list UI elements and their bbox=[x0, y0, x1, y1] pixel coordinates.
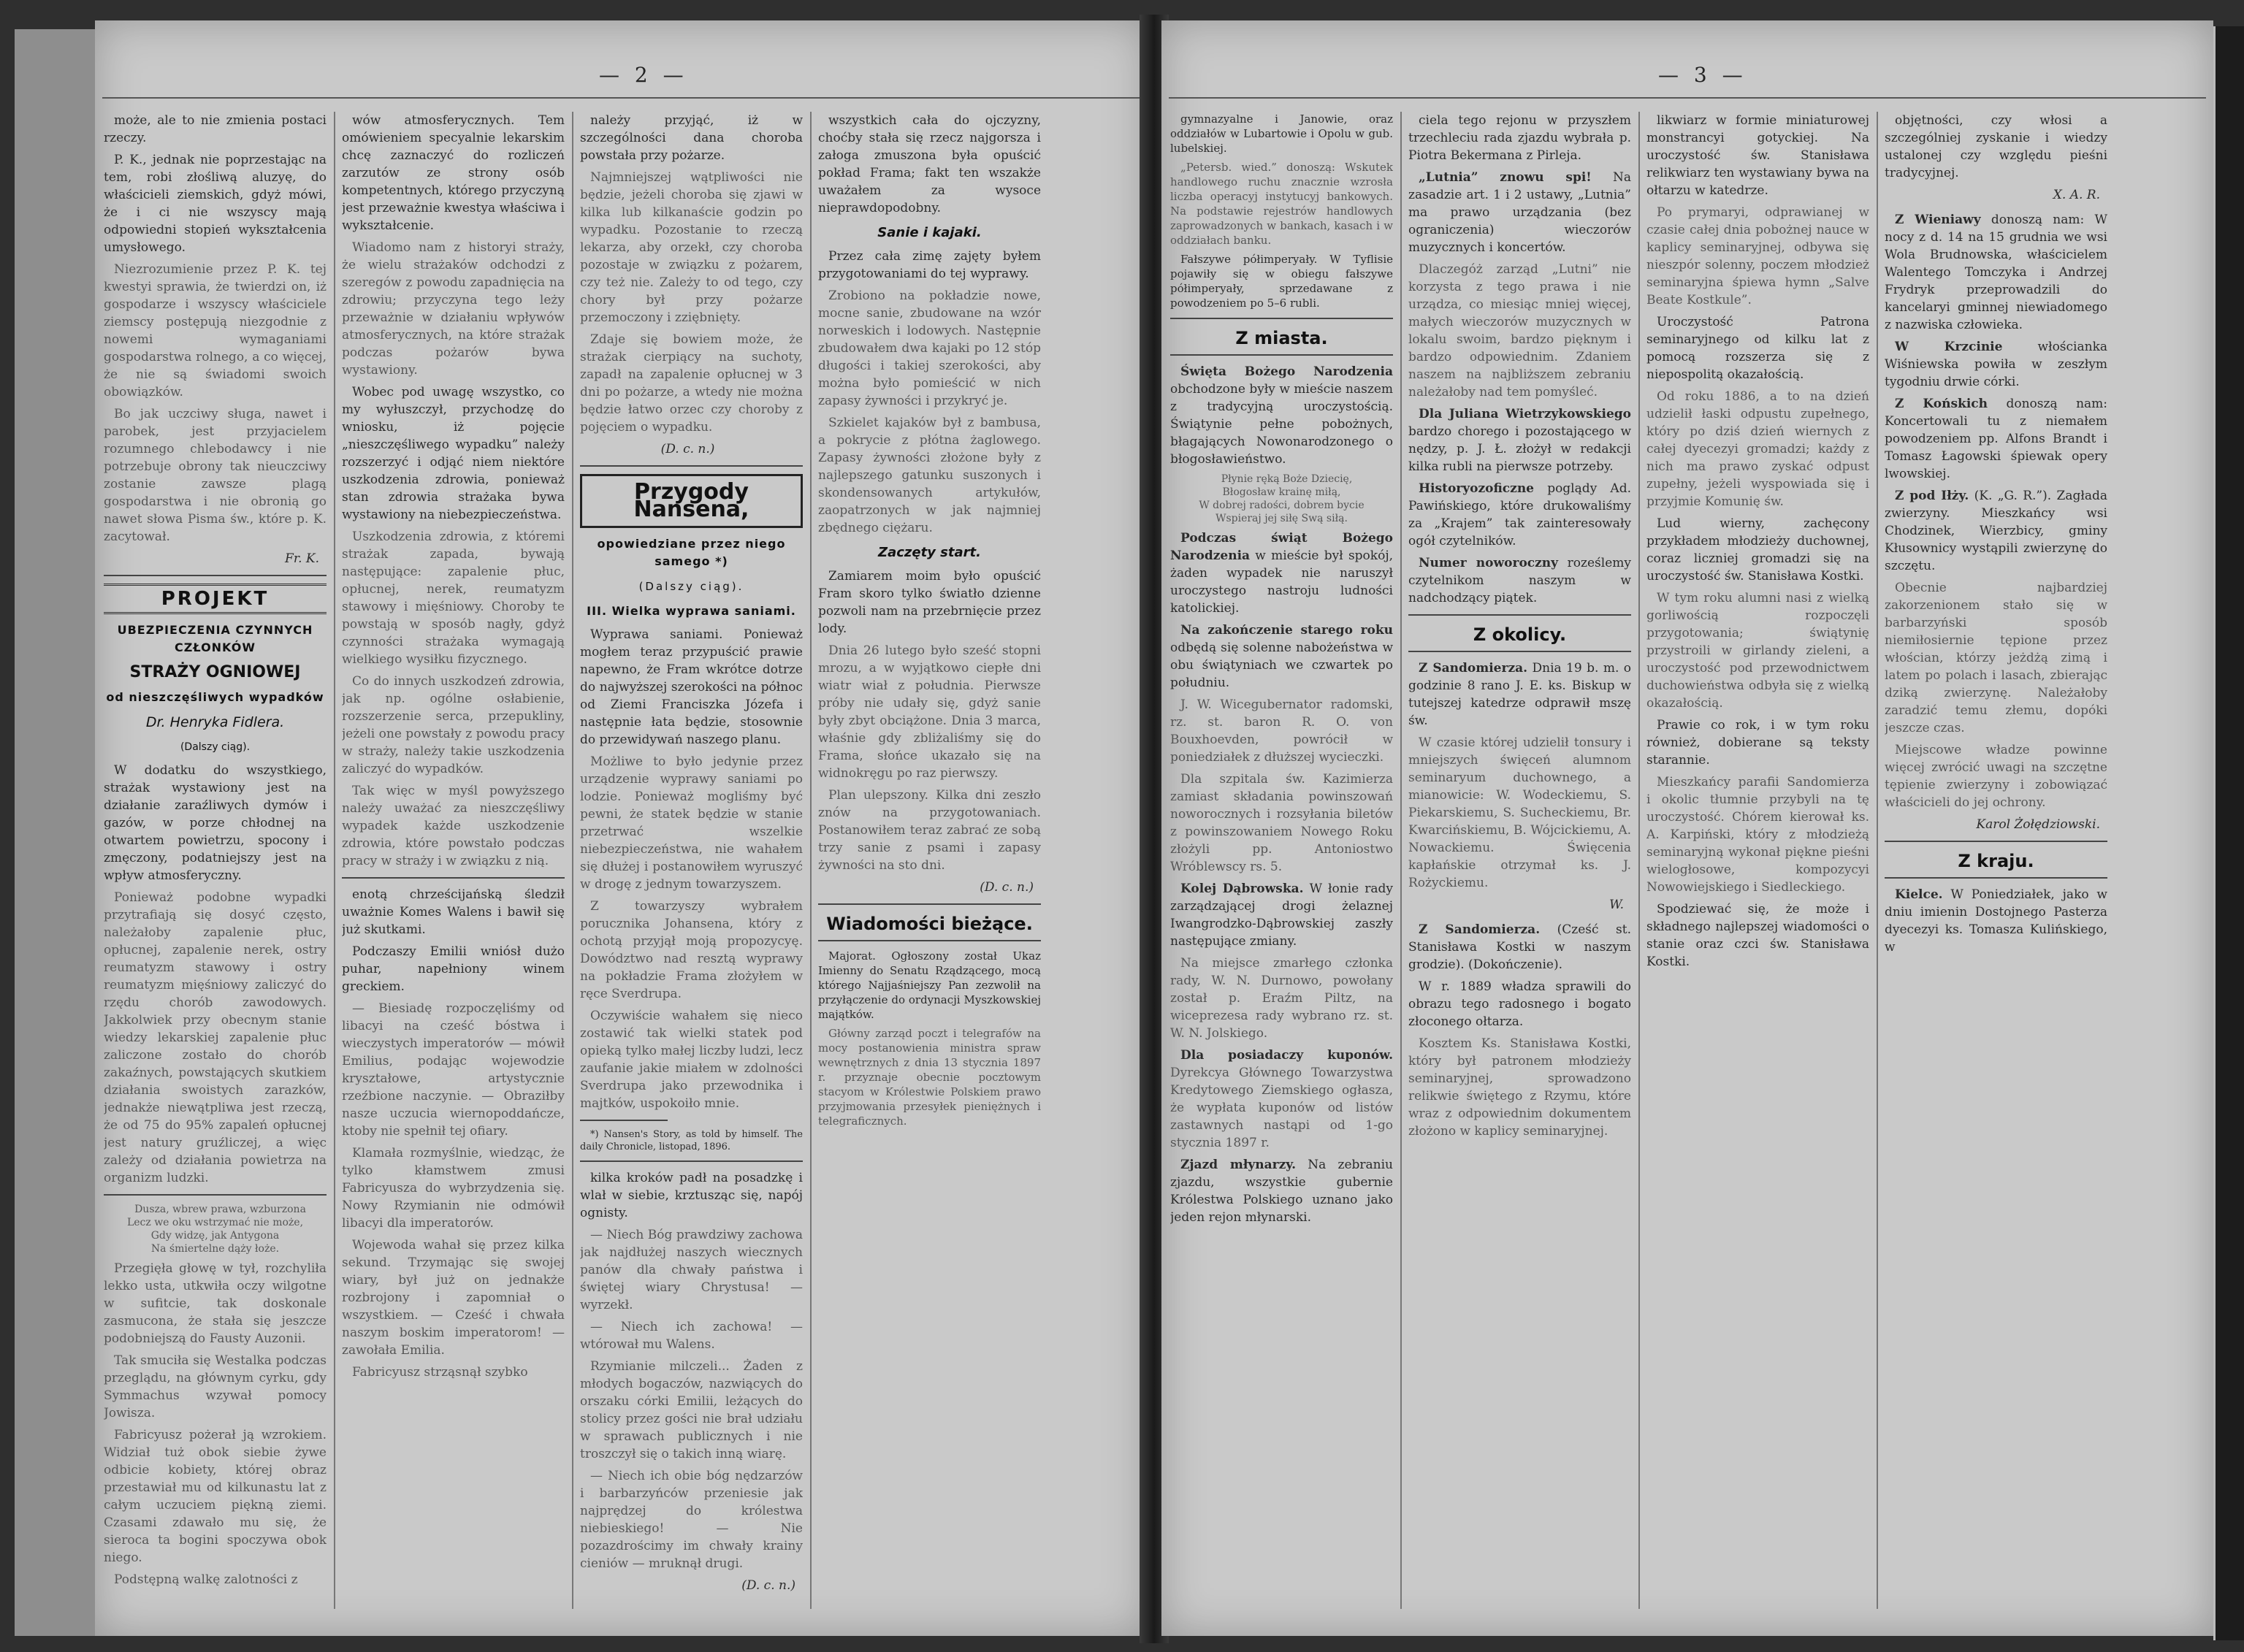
paragraph: Miejscowe władze powinne więcej zwrócić uwagi na szczętne tępienie zwierzyny i zobowiązać właścicieli do jej ochrony. bbox=[1885, 743, 2107, 810]
paragraph: może, ale to nie zmienia postaci rzeczy. bbox=[104, 113, 327, 145]
news-lead: Zjazd młynarzy. bbox=[1180, 1158, 1297, 1172]
news-text: donoszą nam: W nocy z d. 14 na 15 grudnia we wsi Wola Brudnowska, właścicielem Walentego Tomczyka i Andrzej Frydryk przeprowadzili do kancelaryi gminnej niewiadomego z nazwiska człowieka. bbox=[1885, 213, 2107, 332]
column-3 bbox=[1646, 112, 1869, 1616]
paragraph bbox=[1170, 529, 1393, 617]
section-heading: Sanie i kajaki. bbox=[877, 225, 982, 240]
news-lead: Z Sandomierza. bbox=[1419, 661, 1528, 676]
column-rule bbox=[810, 112, 812, 1609]
section-heading: Zaczęty start. bbox=[878, 545, 981, 560]
news-lead: Podczas świąt Bożego Narodzenia bbox=[1170, 531, 1393, 563]
article-subtitle: od nieszczęśliwych wypadków bbox=[106, 690, 324, 704]
paragraph: Na miejsce zmarłego członka rady, W. N. Durnowo, powołany został p. Eraźm Piltz, na wiceprezesa rady wybrano rz. st. W. N. Jolskiego. bbox=[1170, 956, 1393, 1041]
paragraph: Uszkodzenia zdrowia, z któremi strażak zapada, bywają następujące: zapalenie płuc, opłucnej, nerek, reumatyzm stawowy i mięśniowy. Choroby te powstają w sposób nagły, gdyż czynności strażaka wymagają wielkiego wysiłku fizycznego. bbox=[342, 529, 565, 667]
article-title: PROJEKT bbox=[104, 584, 327, 614]
divider bbox=[104, 575, 327, 576]
paragraph: „Petersb. wied.” donoszą: Wskutek handlowego ruchu znacznie wzrosła liczba operacyj instytucyj bankowych. Na podstawie rejestrów handlowych zaprowadzonych w bankach, kasach i w oddziałach banku. bbox=[1170, 161, 1393, 247]
news-lead: Z Sandomierza. bbox=[1419, 922, 1541, 937]
paragraph: Tak więc w myśl powyższego należy uważać za nieszczęśliwy wypadek każde uszkodzenie zdrowia, które powstało podczas pracy w straży i w związku z nią. bbox=[342, 784, 565, 868]
article-subtitle: STRAŻY OGNIOWEJ bbox=[129, 663, 301, 681]
paragraph: Plan ulepszony. Kilka dni zeszło znów na przygotowaniach. Postanowiłem teraz zabrać ze sobą trzy sanie z psami i zapasy żywności na sto dni. bbox=[818, 788, 1041, 873]
divider bbox=[1170, 318, 1393, 319]
paragraph: — Niech Bóg prawdziwy zachowa jak najdłużej naszych wiecznych panów dla chwały państwa i świętej wiary Chrystusa! — wyrzekł. bbox=[580, 1228, 803, 1312]
section-heading: Z kraju. bbox=[1958, 851, 2034, 871]
paragraph bbox=[1408, 554, 1631, 607]
continuation-note: (Dalszy ciąg). bbox=[180, 741, 251, 753]
section-heading: III. Wielka wyprawa saniami. bbox=[587, 604, 796, 618]
divider bbox=[1170, 354, 1393, 356]
paragraph: Zrobiono na pokładzie nowe, mocne sanie, zbudowane na wzór norweskich i lodowych. Następnie zbudowałem dwa kajaki po 12 stóp długości i takiej szerokości, aby można było pomieścić w nich zapasy żywności i przykryć je. bbox=[818, 288, 1041, 408]
news-text: Na zebraniu zjazdu, wszystkie gubernie Królestwa Polskiego uznano jako jeden rejon młynarski. bbox=[1170, 1158, 1393, 1225]
news-lead: W Krzcinie bbox=[1895, 340, 2003, 354]
column-4 bbox=[818, 112, 1041, 1616]
paragraph: Wiadomo nam z historyi straży, że wielu strażaków odchodzi z szeregów z powodu zapadnięcia na zdrowiu; przyczyna tego leży przeważnie w działaniu wpływów atmosferycznych, na które strażak podczas pożarów bywa wystawiony. bbox=[342, 240, 565, 378]
paragraph: Zdaje się bowiem może, że strażak cierpiący na suchoty, zapadł na zapalenie opłucnej w 3 dni po pożarze, a wtedy nie można będzie łatwo orzec czy choroby z pojęciem o wypadku. bbox=[580, 332, 803, 435]
paragraph: P. K., jednak nie poprzestając na tem, robi złośliwą aluzyę, do właścicieli ziemskich, gdyż mówi, że i ci nie wszyscy mają odpowiedni stopień wykształcenia umysłowego. bbox=[104, 153, 327, 255]
paragraph: Wyprawa saniami. Ponieważ mogłem teraz przypuścić prawie napewno, że Fram wkrótce dotrze do najwyższej szerokości na północ od Ziemi Franciszka Józefa i następnie łata będzie, stosownie do przewidywań naszego planu. bbox=[580, 627, 803, 747]
divider bbox=[104, 1194, 327, 1196]
news-lead: Kielce. bbox=[1895, 887, 1943, 902]
right-binding-edge bbox=[2213, 26, 2244, 1640]
news-lead: Kolej Dąbrowska. bbox=[1180, 882, 1304, 896]
news-lead: Na zakończenie starego roku bbox=[1180, 623, 1393, 638]
paragraph: Dnia 26 lutego było sześć stopni mrozu, a w wyjątkowo ciepłe dni wiatr wiał z południa. Pierwsze próby nie udały się, gdyż sanie były zbyt obciążone. Dnia 3 marca, właśnie gdy zbliżaliśmy się do Frama, słońce ukazało się na widnokręgu po raz pierwszy. bbox=[818, 643, 1041, 781]
paragraph: Spodziewać się, że może i składnego najlepszej wiadomości o stanie oraz czci św. Stanisława Kostki. bbox=[1646, 902, 1869, 969]
section-heading: Z miasta. bbox=[1235, 328, 1328, 348]
paragraph: Szkielet kajaków był z bambusa, a pokrycie z płótna żaglowego. Zapasy żywności złożone były z najlepszego gatunku suszonych i skondensowanych artykułów, zaopatrzonych w jak najmniej zbędnego ciężaru. bbox=[818, 416, 1041, 535]
paragraph: gymnazyalne i Janowie, oraz oddziałów w Lubartowie i Opolu w gub. lubelskiej. bbox=[1170, 112, 1393, 155]
paragraph: Majorat. Ogłoszony został Ukaz Imienny do Senatu Rządzącego, mocą którego Najjaśniejszy Pan zezwolił na przyłączenie do ordynacji Myszkowskiej majątków. bbox=[818, 949, 1041, 1021]
paragraph: Fabricyusz strząsnął szybko bbox=[352, 1365, 528, 1380]
divider bbox=[818, 940, 1041, 941]
continuation-mark: (D. c. n.) bbox=[980, 880, 1034, 895]
news-lead: „Lutnia” znowu spi! bbox=[1419, 170, 1592, 185]
news-text: W Poniedziałek, jako w dniu imienin Dostojnego Pasterza dyecezyi ks. Tomasza Kulińskiego, w bbox=[1885, 887, 2107, 955]
paragraph: Po prymaryi, odprawianej w czasie całej dnia pobożnej nauce w kaplicy seminaryjnej, odbywa się nieszpór solenny, poczem młodzież seminaryjna śpiewa hymn „Salve Beate Kostkule”. bbox=[1646, 205, 1869, 307]
paragraph bbox=[1408, 405, 1631, 475]
news-lead: Dla posiadaczy kuponów. bbox=[1180, 1048, 1393, 1063]
news-text: W łonie rady zarządzającej drogi żelaznej Iwangrodzko-Dąbrowskiej zaszły następujące zmiany. bbox=[1170, 882, 1393, 949]
paragraph: Fabricyusz pożerał ją wzrokiem. Widział tuż obok siebie żywe odbicie kobiety, której obraz przestawiał mu od kilkunastu lat z całym uczuciem piękną ziemi. Czasami zdawało mu się, że sieroca ta bogini spoczywa obok niego. bbox=[104, 1428, 327, 1565]
paragraph bbox=[1885, 487, 2107, 575]
divider bbox=[1885, 877, 2107, 879]
column-1 bbox=[1170, 112, 1393, 1616]
paragraph: Przegięła głowę w tył, rozchyliła lekko usta, utkwiła oczy wilgotne w sufitcie, tak doskonale zasmucona, że stała się jeszcze podobniejszą do Fausty Auzonii. bbox=[104, 1261, 327, 1346]
column-rule bbox=[334, 112, 335, 1609]
news-lead: Historyozoficzne bbox=[1419, 481, 1534, 496]
paragraph: Niezrozumienie przez P. K. tej kwestyi sprawia, że twierdzi on, iż gospodarze i wszyscy właściciele ziemscy postępują niezgodnie z nowemi wymaganiami gospodarstwa rolnego, a co więcej, że nie są świadomi swoich obowiązków. bbox=[104, 262, 327, 399]
paragraph: Podstępną walkę zalotności z bbox=[114, 1572, 298, 1587]
news-text: Na zasadzie art. 1 i 2 ustawy, „Lutnia” ma prawo urządzania (bez ograniczenia) wieczorów muzycznych i koncertów. bbox=[1408, 170, 1631, 255]
column-1 bbox=[104, 112, 327, 1616]
paragraph: należy przyjąć, iż w szczególności dana choroba powstała przy pożarze. bbox=[580, 113, 803, 163]
paragraph: Dusza, wbrew prawa, wzburzona Lecz we oku wstrzymać nie może, Gdy widzę, jak Antygona Na śmiertelne dąży łoże. bbox=[126, 1204, 306, 1255]
news-text: (Cześć st. Stanisława Kostki w naszym grodzie). (Dokończenie). bbox=[1408, 922, 1631, 972]
paragraph: — Biesiadę rozpoczęliśmy od libacyi na cześć bóstwa i wieczystych imperatorów — mówił Emilius, podając wojewodzie kryształowe, artystycznie rzeźbione naczynie. — Obraziłby nasze uczucia wiernopoddańcze, ktoby nie spełnił tej ofiary. bbox=[342, 1001, 565, 1139]
paragraph: ciela tego rejonu w przyszłem trzechleciu rada zjazdu wybrała p. Piotra Bekermana z Pirleja. bbox=[1408, 113, 1631, 163]
paragraph: Lud wierny, zachęcony przykładem młodzieży duchownej, coraz liczniej gromadzi się na uroczystość św. Stanisława Kostki. bbox=[1646, 516, 1869, 584]
footnote: *) Nansen's Story, as told by himself. The daily Chronicle, listopad, 1896. bbox=[580, 1129, 803, 1152]
divider bbox=[580, 1160, 803, 1162]
divider bbox=[1408, 614, 1631, 616]
divider bbox=[1885, 841, 2107, 842]
column-3 bbox=[580, 112, 803, 1616]
news-text: Dnia 19 b. m. o godzinie 8 rano J. E. ks. Biskup w tutejszej katedrze odprawił mszę św. bbox=[1408, 661, 1631, 728]
section-heading: Wiadomości bieżące. bbox=[826, 914, 1033, 934]
paragraph: Bo jak uczciwy sługa, nawet i parobek, jest przyjacielem rozumnego chlebodawcy i nie potrzebuje obrony tak nieuczciwy zostanie zawsze plagą gospodarstwa i nie obronią go nawet słowa Pisma św., które p. K. zacytował. bbox=[104, 407, 327, 544]
header-rule bbox=[1169, 97, 2206, 99]
divider bbox=[580, 465, 803, 467]
paragraph: W czasie której udzielił tonsury i mniejszych święceń alumnom seminaryum duchownego, a mianowicie: W. Wodeckiemu, S. Piekarskiemu, S. Sucheckiemu, Br. Kwarcińskiemu, B. Wójcickiemu, A. Nowackiemu. Święcenia kapłańskie otrzymał ks. J. Rożyckiemu. bbox=[1408, 735, 1631, 890]
paragraph bbox=[1170, 363, 1393, 468]
paragraph: Rzymianie milczeli... Żaden z młodych bogaczów, nazwiących do orszaku córki Emilii, leżących do stolicy przez gości nie brał udziału w sprawach publicznych i nie troszczył się o takich inną wiarę. bbox=[580, 1359, 803, 1461]
column-2 bbox=[1408, 112, 1631, 1616]
paragraph bbox=[1885, 211, 2107, 334]
column-4 bbox=[1885, 112, 2107, 1616]
column-rule bbox=[1877, 112, 1878, 1609]
paragraph bbox=[1885, 886, 2107, 956]
divider bbox=[1408, 651, 1631, 652]
news-lead: Święta Bożego Narodzenia bbox=[1180, 364, 1393, 379]
divider bbox=[342, 877, 565, 879]
paragraph bbox=[1408, 480, 1631, 550]
column-rule bbox=[1638, 112, 1640, 1609]
news-text: odbędą się solenne nabożeństwa w obu świątyniach we czwartek po południu. bbox=[1170, 640, 1393, 690]
news-text: w mieście był spokój, żaden wypadek nie naruszył uroczystego nastroju ludności katolickiej. bbox=[1170, 548, 1393, 616]
news-text: obchodzone były w mieście naszem z tradycyjną uroczystością. Świątynie pełne pobożnych, błagających Nowonarodzonego o błogosławieństwo. bbox=[1170, 382, 1393, 467]
paragraph: Od roku 1886, a to na dzień udzielił łaski odpustu zupełnego, który po dziś dzień wiernych z całej dyecezyi gromadzi; każdy z nich ma prawo zyskać odpust zupełny, jeżeli wyspowiada się i przyjmie Komunię św. bbox=[1646, 389, 1869, 509]
news-lead: Z pod Iłży. bbox=[1895, 489, 1969, 503]
paragraph: Płynie ręką Boże Dziecię, Błogosław krainę miłą, W dobrej radości, dobrem bycie Wspieraj jej siłę Swą siłą. bbox=[1199, 473, 1365, 524]
paragraph: Tak smuciła się Westalka podczas przeglądu, na głównym cyrku, gdy Symmachus wzywał pomocy Jowisza. bbox=[104, 1353, 327, 1420]
paragraph: Z towarzyszy wybrałem porucznika Johansena, który z ochotą przyjął moją propozycyę. Dowództwo nad resztą wyprawy na pokładzie Frama złożyłem w ręce Sverdrupa. bbox=[580, 899, 803, 1001]
column-rule bbox=[572, 112, 573, 1609]
continuation-note: (Dalszy ciąg). bbox=[638, 580, 744, 593]
paragraph: Najmniejszej wątpliwości nie będzie, jeżeli choroba się zjawi w kilka lub kilkanaście godzin po wypadku. Pozostanie to rzeczą lekarza, aby orzekł, czy choroba pozostaje w związku z pożarem, czy też nie. Zależy to od tego, czy chory był przy pożarze przemoczony i zziębnięty. bbox=[580, 170, 803, 325]
header-rule bbox=[102, 97, 1140, 99]
paragraph: Fałszywe półimperyały. W Tyflisie pojawiły się w obiegu fałszywe półimperyały, sprzedawane z powodzeniem po 5–6 rubli. bbox=[1170, 253, 1393, 310]
paragraph: Oczywiście wahałem się nieco zostawić tak wielki statek pod opieką tylko małej liczby ludzi, lecz zaufanie jakie miałem w zdolności Sverdrupa jako przewodnika i majtków, uspokoiło mnie. bbox=[580, 1009, 803, 1111]
paragraph: Kosztem Ks. Stanisława Kostki, który był patronem młodzieży seminaryjnej, sprowadzono relikwie świętego z Rzymu, które wraz z odpowiednim dokumentem złożono w kaplicy seminaryjnej. bbox=[1408, 1036, 1631, 1139]
news-text: donoszą nam: Koncertowali tu z niemałem powodzeniem pp. Alfons Brandt i Tomasz Łagowski śpiewak opery lwowskiej. bbox=[1885, 397, 2107, 481]
news-lead: Z Wieniawy bbox=[1895, 213, 1981, 227]
paragraph: Główny zarząd poczt i telegrafów na mocy postanowienia ministra spraw wewnętrznych z dnia 13 stycznia 1897 r. przyznaje obecnie pocztowym stacyom w Królestwie Polskiem prawo przyjmowania przesyłek pieniężnych i telegraficznych. bbox=[818, 1027, 1041, 1128]
news-lead: Dla Juliana Wietrzykowskiego bbox=[1419, 407, 1631, 421]
paragraph: W r. 1889 władza sprawili do obrazu tego radosnego i bogato złoconego ołtarza. bbox=[1408, 979, 1631, 1029]
paragraph: Zamiarem moim było opuścić Fram skoro tylko światło dzienne pozwoli nam na przebrnięcie przez lody. bbox=[818, 569, 1041, 636]
author-signature: X. A. R. bbox=[2053, 188, 2100, 202]
section-heading: Z okolicy. bbox=[1473, 624, 1567, 645]
paragraph: Wojewoda wahał się przez kilka sekund. Trzymając się swojej wiary, był już on jednakże rozbrojony i zapomniał o wszystkiem. — Cześć i chwała naszym boskim imperatorom! — zawołała Emilia. bbox=[342, 1238, 565, 1358]
footnote-rule bbox=[580, 1120, 668, 1121]
paragraph: Uroczystość Patrona seminaryjnego od kilku lat z pomocą rozszerza się z niepospolitą okazałością. bbox=[1646, 315, 1869, 382]
continuation-mark: (D. c. n.) bbox=[741, 1578, 795, 1593]
paragraph: likwiarz w formie miniaturowej monstrancyi gotyckiej. Na uroczystość św. Stanisława relikwiarz ten wystawiany bywa na ołtarzu w katedrze. bbox=[1646, 113, 1869, 198]
author-signature: W. bbox=[1609, 898, 1624, 912]
paragraph: wszystkich cała do ojczyzny, choćby stała się rzecz najgorsza i załoga zmuszona była opuścić pokład Frama; fakt ten wszakże uważałem za wysoce nieprawdopodobny. bbox=[818, 113, 1041, 215]
paragraph bbox=[1170, 1156, 1393, 1226]
news-text: poglądy Ad. Pawińskiego, które drukowaliśmy za „Krajem” tak zainteresowały ogół czytelników. bbox=[1408, 481, 1631, 548]
left-page bbox=[95, 20, 1147, 1636]
paragraph: Dla szpitala św. Kazimierza zamiast składania powinszowań noworocznych i rozsyłania biletów z powinszowaniem Nowego Roku złożyli pp. Antoniostwo Wróblewscy rs. 5. bbox=[1170, 772, 1393, 874]
news-lead: Z Końskich bbox=[1895, 397, 1988, 411]
paragraph bbox=[1408, 169, 1631, 256]
article-author: Dr. Henryka Fidlera. bbox=[145, 714, 285, 730]
column-2 bbox=[342, 112, 565, 1616]
paragraph bbox=[1408, 921, 1631, 974]
paragraph: wów atmosferycznych. Tem omówieniem specyalnie lekarskim chcę zaznaczyć do rozliczeń zarzutów ze strony osób kompetentnych, którego przyczyną jest przeważnie kwestya właściwa i wykształcenie. bbox=[342, 113, 565, 233]
author-signature: Karol Żołędziowski. bbox=[1976, 817, 2100, 832]
paragraph: Możliwe to było jedynie przez urządzenie wyprawy saniami po lodzie. Ponieważ mogliśmy być pewni, że statek będzie w stanie przetrwać wszelkie niebezpieczeństwa, nie wahałem się dłużej i postanowiłem wyruszyć w drogę z jednym towarzyszem. bbox=[580, 754, 803, 892]
paragraph: Przez cała zimę zajęty byłem przygotowaniami do tej wyprawy. bbox=[818, 249, 1041, 281]
news-text: (K. „G. R.”). Zagłada zwierzyny. Mieszkańcy wsi Chodzinek, Wierzbicy, gminy Kłusownicy wystąpili zwierzynę do szczętu. bbox=[1885, 489, 2107, 573]
left-binding-edge bbox=[15, 29, 95, 1636]
article-subtitle: UBEZPIECZENIA CZYNNYCH CZŁONKÓW bbox=[117, 623, 313, 654]
paragraph bbox=[1170, 880, 1393, 950]
paragraph: — Niech ich obie bóg nędzarzów i barbarzyńców przeniesie jak najprędzej do królestwa niebieskiego! — Nie pozazdrościmy im chwały krainy cieniów — mruknął drugi. bbox=[580, 1469, 803, 1571]
column-rule bbox=[1400, 112, 1402, 1609]
page-number: — 2 — bbox=[599, 63, 688, 87]
paragraph bbox=[1885, 395, 2107, 483]
paragraph: Podczaszy Emilii wniósł dużo puhar, napełniony winem greckiem. bbox=[342, 944, 565, 994]
paragraph: W tym roku alumni nasi z wielką gorliwością rozpoczęli przygotowania; świątynię przystroili w girlandy zieleni, a uroczystość pod przewodnictwem duchowieństwa odbyła się z wielką okazałością. bbox=[1646, 591, 1869, 711]
paragraph: Dlaczegóż zarząd „Lutni” nie korzysta z tego prawa i nie urządza, co miesiąc mniej więcej, małych wieczorów muzycznych w lokalu swoim, bardzo pięknym i bardzo odpowiednim. Zdaniem naszem na najbliższem zebraniu należałoby nad tem pomyśleć. bbox=[1408, 262, 1631, 399]
article-title-box: Przygody Nansena, bbox=[580, 474, 803, 528]
paragraph: Ponieważ podobne wypadki przytrafiają się dosyć często, należałoby zapalenie płuc, opłucnej, zapalenie nerek, ostry reumatyzm stawowy i ostry reumatyzm mięśniowy zaliczyć do rzędu chorób zawodowych. Jakkolwiek przy obecnym stanie wiedzy lekarskiej zapalenie płuc zaliczone zostało do chorób zakaźnych, powstających skutkiem działania swoistych zarazków, jednakże niewątpliwa jest rzeczą, że od 75 do 95% zapaleń opłucnej jest natury gruźliczej, a więc zależy od działania powietrza na organizm ludzki. bbox=[104, 890, 327, 1185]
continuation-mark: (D. c. n.) bbox=[660, 442, 715, 456]
paragraph: J. W. Wicegubernator radomski, rz. st. baron R. O. von Bouxhoevden, powrócił w poniedziałek z dłuższej wycieczki. bbox=[1170, 697, 1393, 765]
paragraph: enotą chrześcijańską śledził uważnie Komes Walens i bawił się już skutkami. bbox=[342, 887, 565, 937]
paragraph: Co do innych uszkodzeń zdrowia, jak np. ogólne osłabienie, rozszerzenie serca, przepukliny, jeżeli one powstały z powodu pracy w straży, należy takie uszkodzenia zaliczyć do wypadków. bbox=[342, 674, 565, 776]
article-subtitle: opowiedziane przez niego samego *) bbox=[597, 537, 786, 568]
author-signature: Fr. K. bbox=[285, 551, 319, 566]
paragraph: Obecnie najbardziej zakorzenionem stało się w barbarzyński sposób niemiłosiernie tępione przez włościan, którzy jeżdżą zimą i latem po polach i lasach, zbierając dziką zwierzynę. Należałoby zaradzić temu złemu, dopóki jeszcze czas. bbox=[1885, 581, 2107, 735]
paragraph: Prawie co rok, i w tym roku również, dobierane są teksty starannie. bbox=[1646, 718, 1869, 768]
paragraph: Wobec pod uwagę wszystko, co my wyłuszczył, przychodzę do wniosku, iż pojęcie „nieszczęśliwego wypadku” należy rozszerzyć i odjąć niem niektóre uszkodzenia zdrowia, ponieważ stan zdrowia strażaka bywa wystawiony na niebezpieczeństwa. bbox=[342, 385, 565, 522]
page-number: — 3 — bbox=[1658, 63, 1747, 87]
news-text: roześlemy czytelnikom naszym w nadchodzący piątek. bbox=[1408, 556, 1631, 605]
right-page bbox=[1161, 20, 2213, 1636]
paragraph bbox=[1170, 622, 1393, 692]
paragraph: Dla posiadaczy kuponów. Dyrekcya Głównego Towarzystwa Kredytowego Ziemskiego ogłasza, że wypłata kuponów od listów zastawnych nastąpi od 1-go stycznia 1897 r. bbox=[1170, 1048, 1393, 1150]
news-lead: Numer noworoczny bbox=[1419, 556, 1559, 570]
paragraph bbox=[1885, 338, 2107, 391]
divider bbox=[818, 903, 1041, 905]
paragraph bbox=[1408, 659, 1631, 730]
paragraph: W dodatku do wszystkiego, strażak wystawiony jest na działanie zaraźliwych dymów i gazów, w porze chłodnej na otwartem powietrzu, spocony i zmęczony, podatniejszy jest na wpływ atmosferyczny. bbox=[104, 763, 327, 883]
news-text: włościanka Wiśniewska powiła w zeszłym tygodniu drwie córki. bbox=[1885, 340, 2107, 389]
paragraph: objętności, czy włosi a szczególniej zyskanie i wiedzy ustalonej czy względu pieśni tradycyjnej. bbox=[1885, 113, 2107, 180]
paragraph: Klamała rozmyślnie, wiedząc, że tylko kłamstwem zmusi Fabricyusza do wybrzydzenia się. Nowy Rzymianin nie odmówił libacyi dla imperatorów. bbox=[342, 1146, 565, 1231]
news-text: bardzo chorego i pozostającego w nędzy, p. J. Ł. złożył w redakcji kilka rubli na pierwsze potrzeby. bbox=[1408, 424, 1631, 474]
paragraph: Mieszkańcy parafii Sandomierza i okolic tłumnie przybyli na tę uroczystość. Chórem kierował ks. A. Karpiński, który z młodzieżą seminaryjną wykonał piękne pieśni wielogłosowe, kompozycyi Nowowiejskiego i Siedleckiego. bbox=[1646, 775, 1869, 895]
paragraph: — Niech ich zachowa! — wtórował mu Walens. bbox=[580, 1320, 803, 1352]
paragraph: kilka kroków padł na posadzkę i wlał w siebie, krztusząc się, napój ognisty. bbox=[580, 1171, 803, 1220]
